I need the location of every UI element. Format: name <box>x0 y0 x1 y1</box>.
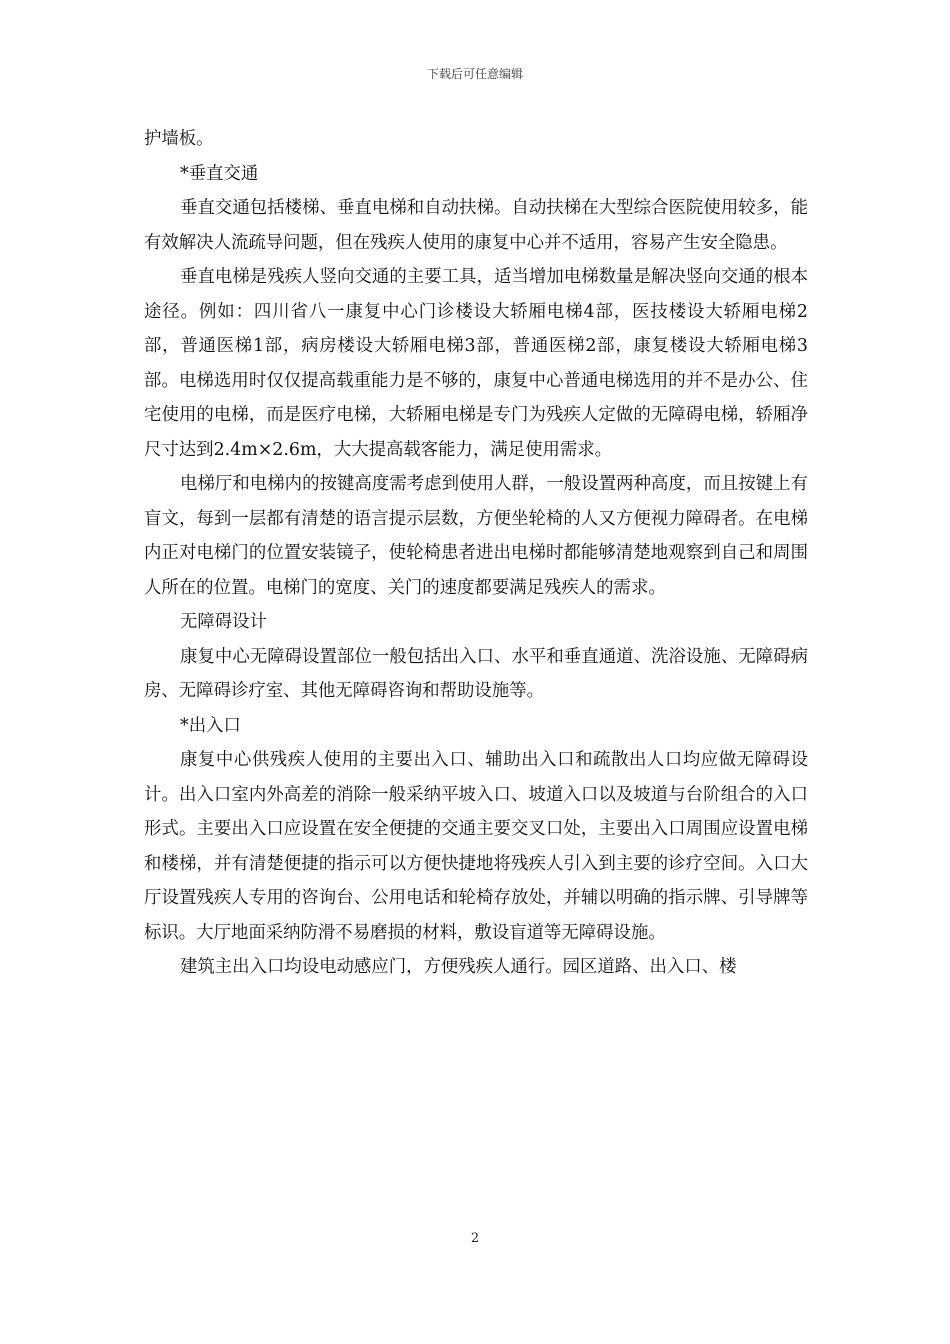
section-heading: 无障碍设计 <box>180 612 267 632</box>
paragraph: 康复中心无障碍设置部位一般包括出入口、水平和垂直通道、洗浴设施、无障碍病房、无障碍诊疗室、其他无障碍咨询和帮助设施等。 <box>144 646 808 701</box>
paragraph: 建筑主出入口均设电动感应门，方便残疾人通行。园区道路、出入口、楼 <box>180 957 737 977</box>
paragraph: 电梯厅和电梯内的按键高度需考虑到使用人群，一般设置两种高度，而且按键上有盲文，每到一层都有清楚的语言提示层数，方便坐轮椅的人又方便视力障碍者。在电梯内正对电梯门的位置安装镜子，使轮椅患者进出电梯时都能够清楚地观察到自己和周围人所在的位置。电梯门的宽度、关门的速度都要满足残疾人的需求。 <box>144 474 808 598</box>
body-text <box>144 122 808 985</box>
paragraph: 垂直交通包括楼梯、垂直电梯和自动扶梯。自动扶梯在大型综合医院使用较多，能有效解决人流疏导问题，但在残疾人使用的康复中心并不适用，容易产生安全隐患。 <box>144 198 808 253</box>
paragraph: 护墙板。 <box>144 129 214 149</box>
section-heading: *出入口 <box>180 715 241 736</box>
paragraph: 康复中心供残疾人使用的主要出入口、辅助出入口和疏散出人口均应做无障碍设计。出入口室内外高差的消除一般采纳平坡入口、坡道入口以及坡道与台阶组合的入口形式。主要出入口应设置在安全便捷的交通主要交叉口处，主要出入口周围应设置电梯和楼梯，并有清楚便捷的指示可以方便快捷地将残疾人引入到主要的诊疗空间。入口大厅设置残疾人专用的咨询台、公用电话和轮椅存放处，并辅以明确的指示牌、引导牌等标识。大厅地面采纳防滑不易磨损的材料，敷设盲道等无障碍设施。 <box>144 750 808 943</box>
paragraph: 垂直电梯是残疾人竖向交通的主要工具，适当增加电梯数量是解决竖向交通的根本途径。例如：四川省八一康复中心门诊楼设大轿厢电梯4部，医技楼设大轿厢电梯2部，普通医梯1部，病房楼设大轿厢电梯3部，普通医梯2部，康复楼设大轿厢电梯3部。电梯选用时仅仅提高载重能力是不够的，康复中心普通电梯选用的并不是办公、住宅使用的电梯，而是医疗电梯，大轿厢电梯是专门为残疾人定做的无障碍电梯，轿厢净尺寸达到2.4m×2.6m，大大提高载客能力，满足使用需求。 <box>144 267 808 460</box>
page-header: 下载后可任意编辑 <box>426 67 523 81</box>
section-heading: *垂直交通 <box>180 163 259 184</box>
page-number: 2 <box>470 1231 480 1246</box>
